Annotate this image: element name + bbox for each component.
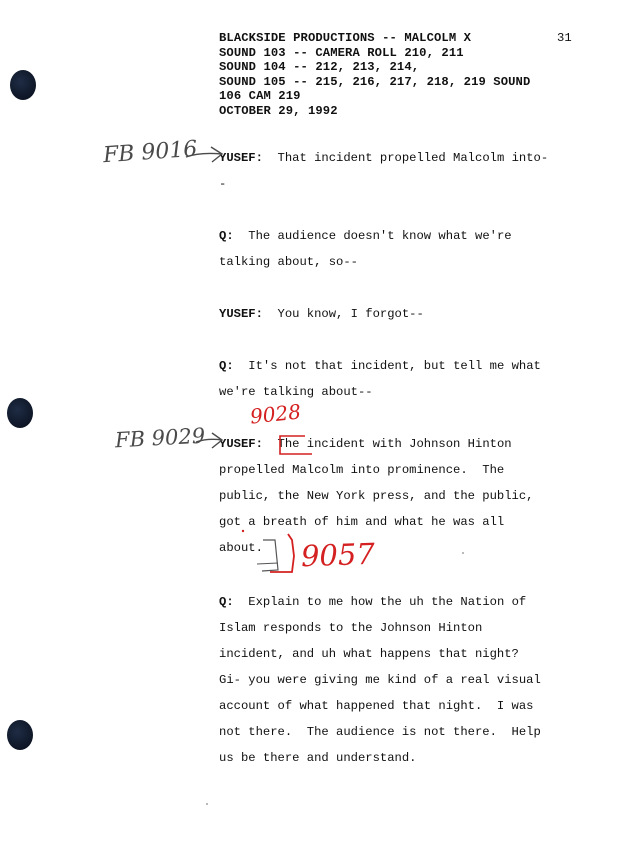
transcript-line: The incident with Johnson Hinton (277, 437, 512, 451)
red-bracket-mark (280, 436, 312, 454)
speaker-label: YUSEF: (219, 151, 263, 165)
speaker-label: Q: (219, 229, 234, 243)
ink-speck (206, 803, 208, 805)
pencil-annotation-fb1: FB 9016 (102, 136, 199, 169)
pencil-dash-mark (257, 563, 278, 564)
transcript-line: we're talking about-- (219, 385, 373, 399)
pencil-bracket-mark (262, 540, 278, 571)
ink-speck (462, 552, 464, 554)
header-line: BLACKSIDE PRODUCTIONS -- MALCOLM X (219, 31, 472, 45)
pencil-arrow-icon (186, 147, 222, 162)
transcript-line: Gi- you were giving me kind of a real visual (219, 673, 541, 687)
transcript-line: That incident propelled Malcolm into- (277, 151, 549, 165)
transcript-line: account of what happened that night. I was (219, 699, 534, 713)
transcript-line: us be there and understand. (219, 751, 417, 765)
ink-speck (242, 530, 244, 532)
speaker-label: Q: (219, 595, 234, 609)
header-line: 106 CAM 219 (219, 89, 301, 104)
transcript-line: about. (219, 541, 263, 555)
page-number: 31 (557, 31, 572, 45)
transcript-line: incident, and uh what happens that night? (219, 647, 519, 661)
speaker-label: YUSEF: (219, 437, 263, 451)
transcript-line: not there. The audience is not there. Help (219, 725, 541, 739)
red-timecode-end: 9057 (300, 536, 376, 574)
pencil-annotation-fb2: FB 9029 (114, 423, 206, 453)
header-line: SOUND 104 -- 212, 213, 214, (219, 60, 420, 75)
pencil-arrow-icon (196, 433, 222, 448)
transcript-line: talking about, so-- (219, 255, 358, 269)
speaker-label: Q: (219, 359, 234, 373)
header-line: SOUND 103 -- CAMERA ROLL 210, 211 (219, 45, 464, 60)
transcript-line: public, the New York press, and the public, (219, 489, 534, 503)
transcript-line: - (219, 177, 227, 191)
transcript-line: got a breath of him and what he was all (219, 515, 505, 529)
transcript-line: Explain to me how the uh the Nation of (248, 595, 527, 609)
header-line: SOUND 105 -- 215, 216, 217, 218, 219 SOUND (219, 74, 531, 89)
transcript-line: It's not that incident, but tell me what (248, 359, 541, 373)
speaker-label: YUSEF: (219, 307, 263, 321)
header-line: OCTOBER 29, 1992 (219, 103, 338, 118)
transcript-line: The audience doesn't know what we're (248, 229, 512, 243)
red-timecode-top: 9028 (248, 399, 303, 429)
transcript-line: Islam responds to the Johnson Hinton (219, 621, 483, 635)
transcript-line: You know, I forgot-- (277, 307, 424, 321)
transcript-line: propelled Malcolm into prominence. The (219, 463, 505, 477)
